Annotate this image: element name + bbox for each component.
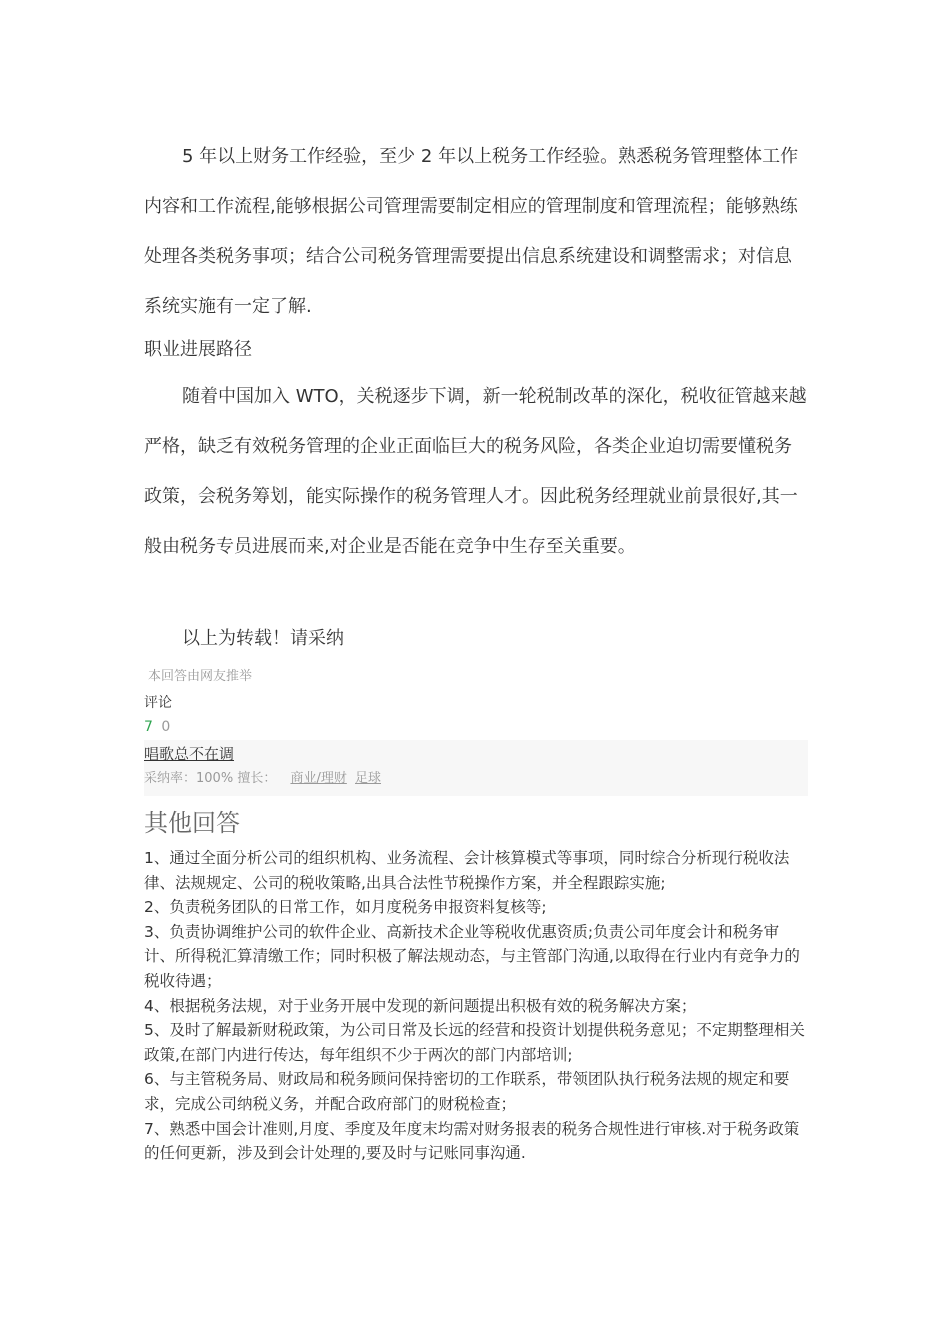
- vote-bar: [144, 716, 808, 738]
- answer-content: [144, 132, 808, 1166]
- upvote-count[interactable]: 7: [144, 719, 153, 735]
- list-item: 7、熟悉中国会计准则,月度、季度及年度末均需对财务报表的税务合规性进行审核.对于税务政策的任何更新，涉及到会计处理的,要及时与记账同事沟通.: [144, 1119, 800, 1163]
- spacer: [144, 572, 808, 622]
- recommend-note: 本回答由网友推举: [148, 669, 253, 684]
- list-item: 2、负责税务团队的日常工作，如月度税务申报资料复核等;: [144, 898, 547, 917]
- answerer-name-link[interactable]: 唱歌总不在调: [144, 745, 235, 763]
- section-heading-career-path: 职业进展路径: [144, 339, 252, 360]
- list-item: 3、负责协调维护公司的软件企业、高新技术企业等税收优惠资质;负责公司年度会计和税务审计、所得税汇算清缴工作；同时积极了解法规动态，与主管部门沟通,以取得在行业内有竞争力的税收待遇；: [144, 922, 800, 990]
- expertise-tag-link[interactable]: 商业/理财: [290, 771, 347, 786]
- closing-note: 以上为转载！请采纳: [182, 628, 344, 649]
- list-item: 6、与主管税务局、财政局和税务顾问保持密切的工作联系，带领团队执行税务法规的规定和要求，完成公司纳税义务，并配合政府部门的财税检查；: [144, 1070, 790, 1113]
- expertise-tag-link[interactable]: 足球: [355, 771, 382, 786]
- paragraph-career-path: 随着中国加入 WTO，关税逐步下调，新一轮税制改革的深化，税收征管越来越严格，缺乏有效税务管理的企业正面临巨大的税务风险，各类企业迫切需要懂税务政策，会税务筹划，能实际操作的税务管理人才。因此税务经理就业前景很好,其一般由税务专员进展而来,对企业是否能在竞争中生存至关重要。: [144, 386, 807, 557]
- answerer-stats: [144, 766, 808, 792]
- list-item: 1、通过全面分析公司的组织机构、业务流程、会计核算模式等事项，同时综合分析现行税收法律、法规规定、公司的税收策略,出具合法性节税操作方案，并全程跟踪实施;: [144, 849, 790, 892]
- list-item: 5、及时了解最新财税政策，为公司日常及长远的经营和投资计划提供税务意见；不定期整理相关政策,在部门内进行传达，每年组织不少于两次的部门内部培训;: [144, 1021, 805, 1064]
- list-item: 4、根据税务法规，对于业务开展中发现的新问题提出积极有效的税务解决方案；: [144, 996, 697, 1015]
- other-answers-list: [144, 846, 808, 1166]
- paragraph-requirements: 5 年以上财务工作经验，至少 2 年以上税务工作经验。熟悉税务管理整体工作内容和工作流程,能够根据公司管理需要制定相应的管理制度和管理流程；能够熟练处理各类税务事项；结合公司税务管理需要提出信息系统建设和调整需求；对信息系统实施有一定了解.: [144, 146, 799, 317]
- other-answers-title: 其他回答: [144, 809, 240, 837]
- answerer-card: [144, 740, 808, 796]
- downvote-count[interactable]: 0: [161, 719, 171, 735]
- expertise-label: 擅长：: [237, 771, 277, 786]
- comment-link[interactable]: 评论: [144, 695, 172, 711]
- adopt-rate: 采纳率：100%: [144, 771, 234, 786]
